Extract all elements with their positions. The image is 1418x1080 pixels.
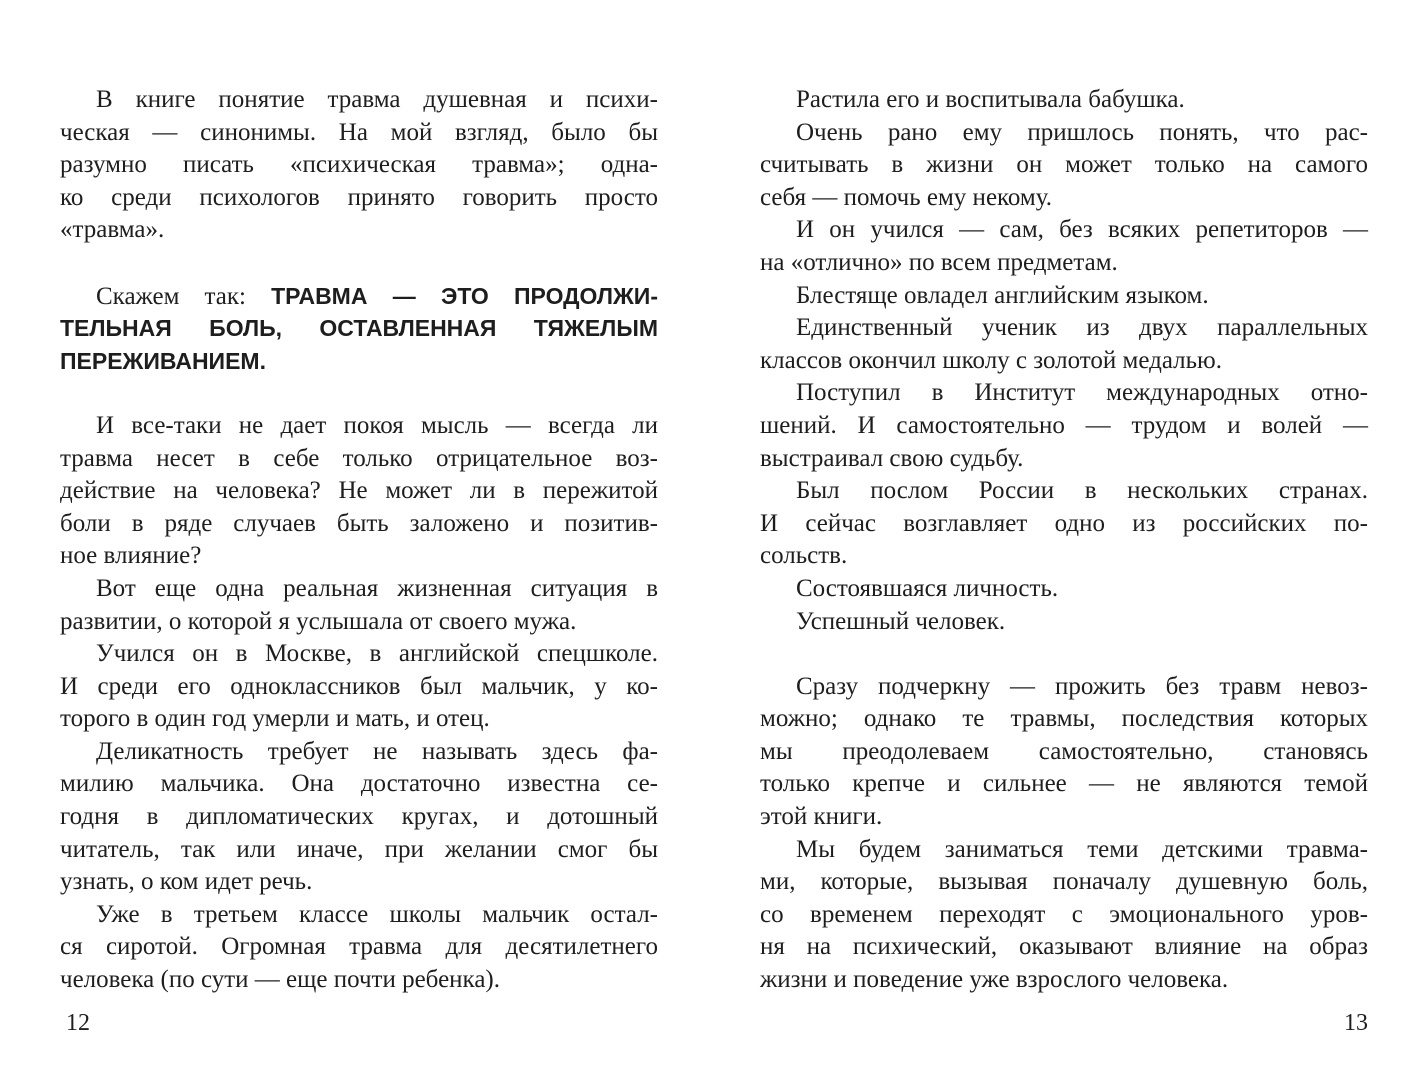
text-line bbox=[760, 866, 1368, 899]
text-segment: развитии, о которой я услышала от своего мужа. bbox=[60, 607, 577, 635]
text-line bbox=[760, 834, 1368, 867]
text-segment: И он учился — сам, без всяких репетиторов — bbox=[796, 216, 1368, 244]
text-line bbox=[60, 671, 658, 704]
bold-text: ТРАВМА — ЭТО ПРОДОЛЖИ- bbox=[271, 282, 658, 309]
text-segment: этой книги. bbox=[760, 803, 883, 831]
text-segment: действие на человека? Не может ли в пережитой bbox=[60, 477, 658, 505]
text-line bbox=[60, 149, 658, 182]
text-segment: на «отлично» по всем предметам. bbox=[760, 248, 1118, 276]
text-segment: шений. И самостоятельно — трудом и волей — bbox=[760, 411, 1368, 439]
text-segment: ное влияние? bbox=[60, 542, 202, 570]
text-segment: Учился он в Москве, в английской спецшколе. bbox=[96, 640, 658, 668]
text-segment: классов окончил школу с золотой медалью. bbox=[760, 346, 1222, 374]
right-page-text bbox=[760, 84, 1368, 997]
text-line bbox=[60, 964, 658, 997]
text-segment: торого в один год умерли и мать, и отец. bbox=[60, 705, 490, 733]
text-line bbox=[760, 703, 1368, 736]
bold-text: ТЕЛЬНАЯ БОЛЬ, ОСТАВЛЕННАЯ ТЯЖЕЛЫМ bbox=[60, 315, 658, 342]
text-line bbox=[60, 475, 658, 508]
text-line bbox=[60, 345, 658, 378]
text-segment: Сразу подчеркну — прожить без травм невоз- bbox=[796, 672, 1368, 700]
text-segment: Был послом России в нескольких странах. bbox=[796, 477, 1368, 505]
text-line bbox=[760, 475, 1368, 508]
text-line bbox=[760, 280, 1368, 313]
text-line bbox=[60, 84, 658, 117]
text-segment: читатель, так или иначе, при желании смог бы bbox=[60, 835, 658, 863]
text-line bbox=[60, 280, 658, 313]
text-segment: Блестяще овладел английским языком. bbox=[796, 281, 1209, 309]
text-line bbox=[60, 866, 658, 899]
left-page-text bbox=[60, 84, 658, 997]
text-segment: милию мальчика. Она достаточно известна се- bbox=[60, 770, 658, 798]
text-line bbox=[60, 182, 658, 215]
text-line bbox=[60, 117, 658, 150]
text-line bbox=[760, 182, 1368, 215]
text-segment: человека (по сути — еще почти ребенка). bbox=[60, 966, 500, 994]
text-line bbox=[760, 84, 1368, 117]
text-segment: разумно писать «психическая травма»; одна- bbox=[60, 151, 658, 179]
text-line bbox=[760, 508, 1368, 541]
text-line bbox=[760, 931, 1368, 964]
text-segment: «травма». bbox=[60, 216, 165, 244]
text-line bbox=[760, 573, 1368, 606]
text-segment: Скажем так: bbox=[96, 282, 272, 310]
text-segment: можно; однако те травмы, последствия которых bbox=[760, 705, 1368, 733]
text-line bbox=[60, 312, 658, 345]
text-line bbox=[60, 606, 658, 639]
text-line bbox=[760, 443, 1368, 476]
text-line bbox=[760, 801, 1368, 834]
text-segment: выстраивал свою судьбу. bbox=[760, 444, 1024, 472]
text-segment: ся сиротой. Огромная травма для десятилетнего bbox=[60, 933, 658, 961]
text-segment: только крепче и сильнее — не являются темой bbox=[760, 770, 1368, 798]
text-line bbox=[760, 247, 1368, 280]
text-line bbox=[60, 801, 658, 834]
text-segment: И среди его одноклассников был мальчик, у ко- bbox=[60, 672, 658, 700]
text-line bbox=[760, 671, 1368, 704]
text-segment: Очень рано ему пришлось понять, что рас- bbox=[796, 118, 1368, 146]
text-line bbox=[60, 703, 658, 736]
text-line bbox=[60, 899, 658, 932]
blank-line bbox=[760, 638, 1368, 671]
text-segment: Растила его и воспитывала бабушка. bbox=[796, 86, 1185, 113]
text-segment: И все-таки не дает покоя мысль — всегда ли bbox=[96, 411, 658, 439]
text-segment: ми, которые, вызывая поначалу душевную боль, bbox=[760, 868, 1368, 896]
blank-line bbox=[60, 377, 658, 410]
text-line bbox=[60, 768, 658, 801]
text-line bbox=[760, 149, 1368, 182]
text-line bbox=[760, 117, 1368, 150]
text-segment: сольств. bbox=[760, 542, 848, 570]
text-segment: Поступил в Институт международных отно- bbox=[796, 379, 1368, 407]
text-line bbox=[760, 768, 1368, 801]
text-line bbox=[60, 443, 658, 476]
text-line bbox=[60, 638, 658, 671]
text-line bbox=[60, 931, 658, 964]
text-segment: Уже в третьем классе школы мальчик остал- bbox=[96, 900, 658, 928]
text-line bbox=[760, 410, 1368, 443]
text-line bbox=[60, 834, 658, 867]
text-segment: ко среди психологов принято говорить просто bbox=[60, 183, 658, 211]
text-segment: Успешный человек. bbox=[796, 607, 1006, 635]
bold-text: ПЕРЕЖИВАНИЕМ. bbox=[60, 347, 266, 374]
text-segment: В книге понятие травма душевная и психи- bbox=[96, 86, 658, 113]
text-line bbox=[60, 540, 658, 573]
text-line bbox=[60, 508, 658, 541]
text-segment: травма несет в себе только отрицательное воз- bbox=[60, 444, 658, 472]
text-line bbox=[760, 312, 1368, 345]
text-segment: боли в ряде случаев быть заложено и позитив- bbox=[60, 509, 658, 537]
text-line bbox=[760, 899, 1368, 932]
blank-line bbox=[60, 247, 658, 280]
text-segment: ческая — синонимы. На мой взгляд, было бы bbox=[60, 118, 658, 146]
text-segment: годня в дипломатических кругах, и дотошный bbox=[60, 803, 658, 831]
text-segment: И сейчас возглавляет одно из российских по- bbox=[760, 509, 1368, 537]
text-segment: Состоявшаяся личность. bbox=[796, 574, 1059, 602]
text-line bbox=[760, 214, 1368, 247]
text-line bbox=[760, 736, 1368, 769]
text-line bbox=[760, 540, 1368, 573]
page-number-left: 12 bbox=[66, 1010, 90, 1036]
text-line bbox=[760, 345, 1368, 378]
text-segment: Единственный ученик из двух параллельных bbox=[796, 314, 1368, 342]
text-segment: Мы будем заниматься теми детскими травма- bbox=[796, 835, 1368, 863]
text-line bbox=[760, 964, 1368, 997]
text-segment: Деликатность требует не называть здесь фа- bbox=[96, 737, 658, 765]
text-segment: ня на психический, оказывают влияние на образ bbox=[760, 933, 1368, 961]
text-segment: узнать, о ком идет речь. bbox=[60, 868, 313, 896]
page-number-right: 13 bbox=[1344, 1010, 1368, 1036]
text-segment: со временем переходят с эмоционального уров- bbox=[760, 900, 1368, 928]
text-line bbox=[760, 377, 1368, 410]
text-segment: жизни и поведение уже взрослого человека. bbox=[760, 966, 1229, 994]
text-segment: Вот еще одна реальная жизненная ситуация в bbox=[96, 574, 658, 602]
text-line bbox=[60, 573, 658, 606]
text-segment: мы преодолеваем самостоятельно, становясь bbox=[760, 737, 1368, 765]
text-segment: считывать в жизни он может только на самого bbox=[760, 151, 1368, 179]
text-line bbox=[760, 606, 1368, 639]
text-line bbox=[60, 214, 658, 247]
text-line bbox=[60, 736, 658, 769]
text-segment: себя — помочь ему некому. bbox=[760, 183, 1053, 211]
text-line bbox=[60, 410, 658, 443]
